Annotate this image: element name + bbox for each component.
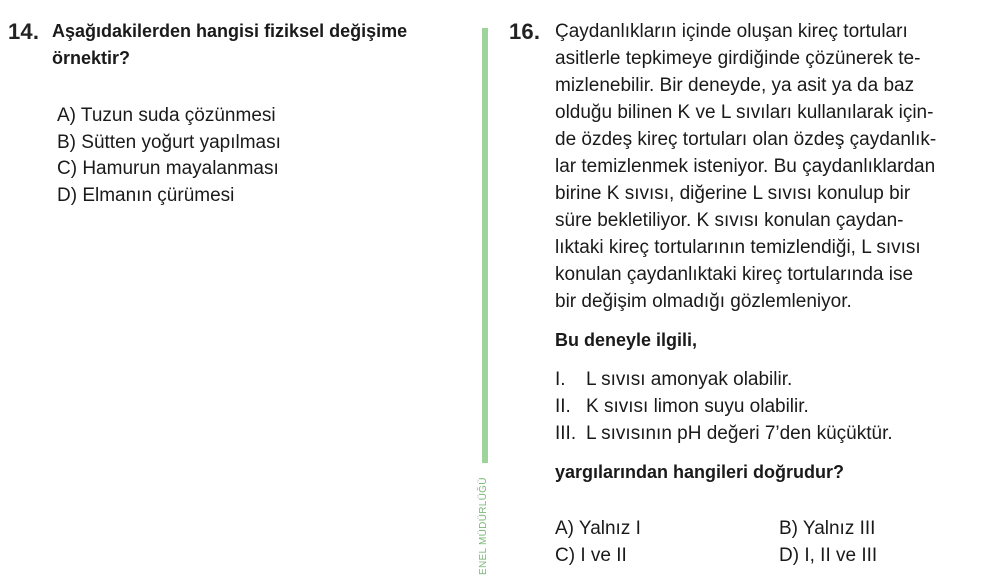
passage-line: birine K sıvısı, diğerine L sıvısı konulup bir <box>555 183 911 204</box>
statement-roman: I. <box>555 369 566 390</box>
question-prompt: yargılarından hangileri doğrudur? <box>555 462 845 482</box>
statement-text: L sıvısı amonyak olabilir. <box>586 369 793 390</box>
passage-line: Çaydanlıkların içinde oluşan kireç tortuları <box>555 21 908 42</box>
question-stem-line: Aşağıdakilerden hangisi fiziksel değişime <box>52 21 408 41</box>
side-label: ENEL MÜDÜRLÜĞÜ <box>478 477 489 575</box>
answer-option-d[interactable]: D) I, II ve III <box>779 545 878 566</box>
answer-option-b[interactable]: B) Yalnız III <box>779 518 876 539</box>
question-lead: Bu deneyle ilgili, <box>555 330 698 350</box>
passage-line: lar temizlenmek isteniyor. Bu çaydanlıklardan <box>555 156 936 177</box>
answer-option-c[interactable]: C) I ve II <box>555 545 627 566</box>
question-number: 14. <box>8 19 40 44</box>
passage-line: konulan çaydanlıktaki kireç tortularında ise <box>555 264 914 285</box>
passage-line: bir değişim olmadığı gözlemleniyor. <box>555 291 852 312</box>
answer-option-c[interactable]: C) Hamurun mayalanması <box>57 158 279 179</box>
passage-line: süre bekletiliyor. K sıvısı konulan çaydan- <box>555 210 904 231</box>
statement-roman: III. <box>555 423 577 444</box>
statement-2 <box>555 393 809 420</box>
question-number: 16. <box>509 19 541 44</box>
statement-text: L sıvısının pH değeri 7’den küçüktür. <box>586 423 893 444</box>
answer-option-d[interactable]: D) Elmanın çürümesi <box>57 185 235 206</box>
statement-text: K sıvısı limon suyu olabilir. <box>586 396 809 417</box>
answer-option-a[interactable]: A) Tuzun suda çözünmesi <box>57 105 276 126</box>
passage-line: de özdeş kireç tortuları olan özdeş çaydanlık- <box>555 129 937 150</box>
question-stem-line: örnektir? <box>52 48 131 68</box>
passage-line: mizlenebilir. Bir deneyde, ya asit ya da baz <box>555 75 915 96</box>
answer-option-a[interactable]: A) Yalnız I <box>555 518 641 539</box>
statement-3 <box>555 420 893 447</box>
answer-option-b[interactable]: B) Sütten yoğurt yapılması <box>57 132 281 153</box>
statement-1 <box>555 366 792 393</box>
passage-line: olduğu bilinen K ve L sıvıları kullanılarak için- <box>555 102 934 123</box>
statement-roman: II. <box>555 396 571 417</box>
passage-line: lıktaki kireç tortularının temizlendiği, L sıvısı <box>555 237 921 258</box>
passage-line: asitlerle tepkimeye girdiğinde çözünerek te- <box>555 48 921 69</box>
